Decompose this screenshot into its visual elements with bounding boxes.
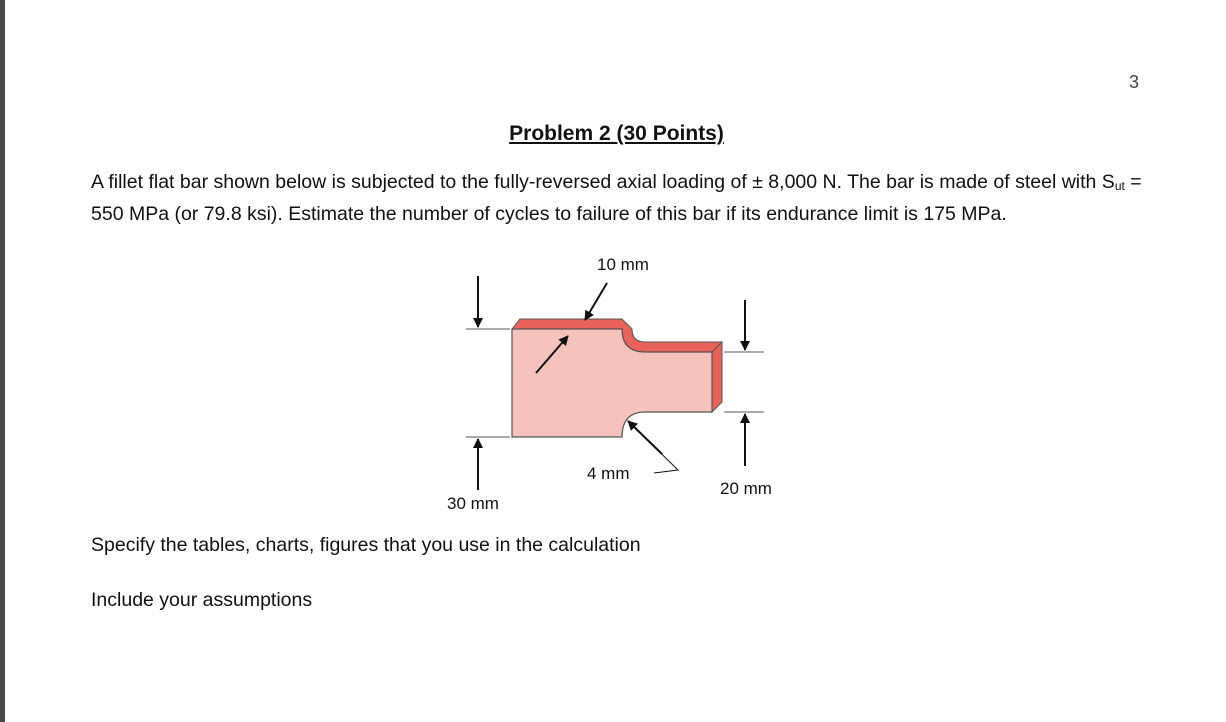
- thickness-arrow-upper: [585, 283, 607, 320]
- instruction-assumptions: Include your assumptions: [91, 589, 313, 611]
- bar-end-face: [712, 342, 722, 412]
- page-number: 3: [1129, 72, 1140, 92]
- fillet-radius-arrow: [628, 421, 662, 454]
- narrow-width-label: 20 mm: [720, 479, 772, 498]
- problem-title: Problem 2 (30 Points): [509, 122, 724, 145]
- thickness-label: 10 mm: [597, 255, 649, 274]
- instruction-tables: Specify the tables, charts, figures that you use in the calculation: [91, 534, 641, 556]
- statement-part-2: = 550 MPa (or 79.8 ksi). Estimate the number of cycles to failure of this bar if its endurance limit is 175 MPa.: [91, 171, 1142, 225]
- statement-part-1: A fillet flat bar shown below is subjected to the fully-reversed axial loading of ± 8,000 N. The bar is made of steel with S: [91, 171, 1115, 193]
- statement-subscript: ut: [1114, 179, 1125, 193]
- fillet-radius-label: 4 mm: [587, 464, 630, 483]
- wide-width-label: 30 mm: [447, 494, 499, 513]
